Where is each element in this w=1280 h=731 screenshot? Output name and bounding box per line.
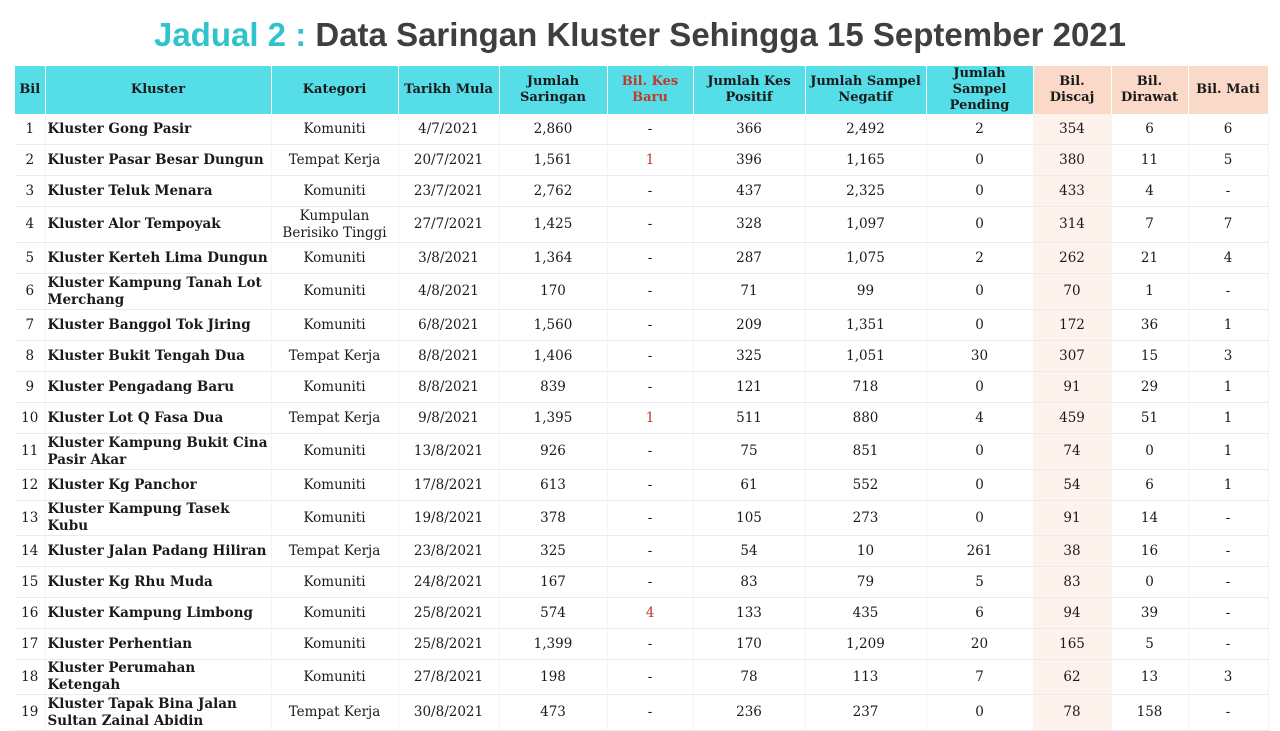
- cell-kluster: Kluster Kerteh Lima Dungun: [45, 243, 271, 274]
- col-header-kes-baru: Bil. Kes Baru: [607, 66, 693, 114]
- cell-mati: 1: [1188, 310, 1268, 341]
- table-row: [15, 372, 1268, 403]
- cell-bil: 19: [15, 695, 45, 731]
- cell-kategori: Kumpulan Berisiko Tinggi: [271, 207, 398, 243]
- cell-discaj: 433: [1033, 176, 1111, 207]
- table-row: [15, 598, 1268, 629]
- cell-kluster: Kluster Teluk Menara: [45, 176, 271, 207]
- cell-discaj: 38: [1033, 536, 1111, 567]
- cell-bil: 18: [15, 660, 45, 695]
- cell-bil: 3: [15, 176, 45, 207]
- cell-positif: 78: [693, 660, 805, 695]
- cell-dirawat: 51: [1111, 403, 1188, 434]
- cell-saringan: 574: [499, 598, 607, 629]
- cell-positif: 133: [693, 598, 805, 629]
- cell-pending: 0: [926, 372, 1033, 403]
- cell-dirawat: 11: [1111, 145, 1188, 176]
- cell-negatif: 1,351: [805, 310, 926, 341]
- cell-positif: 287: [693, 243, 805, 274]
- table-row: [15, 536, 1268, 567]
- cell-kes-baru: 4: [607, 598, 693, 629]
- table-row: [15, 207, 1268, 243]
- cell-kes-baru: -: [607, 207, 693, 243]
- cell-kes-baru: -: [607, 470, 693, 501]
- cell-tarikh: 27/7/2021: [398, 207, 499, 243]
- cell-discaj: 354: [1033, 114, 1111, 145]
- cell-tarikh: 23/8/2021: [398, 536, 499, 567]
- cell-discaj: 459: [1033, 403, 1111, 434]
- cell-kategori: Tempat Kerja: [271, 695, 398, 731]
- cell-positif: 75: [693, 434, 805, 470]
- page-title: [0, 14, 1280, 56]
- cell-bil: 5: [15, 243, 45, 274]
- cell-dirawat: 7: [1111, 207, 1188, 243]
- cell-pending: 6: [926, 598, 1033, 629]
- cell-kes-baru: 1: [607, 403, 693, 434]
- cell-tarikh: 25/8/2021: [398, 598, 499, 629]
- cell-kategori: Tempat Kerja: [271, 145, 398, 176]
- cell-saringan: 1,395: [499, 403, 607, 434]
- cell-mati: -: [1188, 176, 1268, 207]
- cell-tarikh: 4/8/2021: [398, 274, 499, 310]
- cell-kluster: Kluster Pengadang Baru: [45, 372, 271, 403]
- cell-kes-baru: -: [607, 310, 693, 341]
- cell-kes-baru: 1: [607, 145, 693, 176]
- cell-discaj: 314: [1033, 207, 1111, 243]
- cell-saringan: 2,762: [499, 176, 607, 207]
- cell-positif: 396: [693, 145, 805, 176]
- cell-discaj: 172: [1033, 310, 1111, 341]
- cell-dirawat: 1: [1111, 274, 1188, 310]
- cell-pending: 7: [926, 660, 1033, 695]
- table-row: [15, 695, 1268, 731]
- cell-saringan: 325: [499, 536, 607, 567]
- table-row: [15, 310, 1268, 341]
- cell-negatif: 718: [805, 372, 926, 403]
- cell-kategori: Komuniti: [271, 567, 398, 598]
- cell-kes-baru: -: [607, 434, 693, 470]
- cell-negatif: 273: [805, 501, 926, 536]
- table-row: [15, 145, 1268, 176]
- cell-pending: 0: [926, 176, 1033, 207]
- cell-kluster: Kluster Pasar Besar Dungun: [45, 145, 271, 176]
- cell-kluster: Kluster Tapak Bina Jalan Sultan Zainal Abidin: [45, 695, 271, 731]
- table-row: [15, 114, 1268, 145]
- cell-pending: 5: [926, 567, 1033, 598]
- cell-negatif: 552: [805, 470, 926, 501]
- cell-saringan: 1,425: [499, 207, 607, 243]
- cell-bil: 7: [15, 310, 45, 341]
- cell-saringan: 1,560: [499, 310, 607, 341]
- cell-kluster: Kluster Kampung Limbong: [45, 598, 271, 629]
- cell-tarikh: 8/8/2021: [398, 372, 499, 403]
- cell-kes-baru: -: [607, 341, 693, 372]
- cell-saringan: 613: [499, 470, 607, 501]
- cell-mati: -: [1188, 274, 1268, 310]
- cell-mati: -: [1188, 501, 1268, 536]
- cell-kategori: Komuniti: [271, 274, 398, 310]
- cell-mati: -: [1188, 598, 1268, 629]
- cell-kategori: Komuniti: [271, 310, 398, 341]
- cell-negatif: 99: [805, 274, 926, 310]
- cell-kategori: Komuniti: [271, 372, 398, 403]
- cell-saringan: 473: [499, 695, 607, 731]
- cell-pending: 0: [926, 501, 1033, 536]
- cell-mati: 1: [1188, 372, 1268, 403]
- cell-kes-baru: -: [607, 629, 693, 660]
- cell-positif: 105: [693, 501, 805, 536]
- cell-dirawat: 158: [1111, 695, 1188, 731]
- cell-bil: 15: [15, 567, 45, 598]
- col-header-kategori: Kategori: [271, 66, 398, 114]
- cell-saringan: 1,561: [499, 145, 607, 176]
- cell-tarikh: 30/8/2021: [398, 695, 499, 731]
- cell-bil: 10: [15, 403, 45, 434]
- cell-kategori: Komuniti: [271, 598, 398, 629]
- cell-kategori: Komuniti: [271, 434, 398, 470]
- table-row: [15, 341, 1268, 372]
- cell-kes-baru: -: [607, 372, 693, 403]
- cell-negatif: 79: [805, 567, 926, 598]
- cell-dirawat: 0: [1111, 567, 1188, 598]
- cell-tarikh: 17/8/2021: [398, 470, 499, 501]
- cell-tarikh: 25/8/2021: [398, 629, 499, 660]
- cell-pending: 0: [926, 207, 1033, 243]
- cell-discaj: 94: [1033, 598, 1111, 629]
- cell-bil: 14: [15, 536, 45, 567]
- cell-pending: 4: [926, 403, 1033, 434]
- col-header-dirawat: Bil. Dirawat: [1111, 66, 1188, 114]
- cell-negatif: 880: [805, 403, 926, 434]
- cell-dirawat: 39: [1111, 598, 1188, 629]
- cell-mati: 3: [1188, 660, 1268, 695]
- col-header-negatif: Jumlah Sampel Negatif: [805, 66, 926, 114]
- cell-tarikh: 4/7/2021: [398, 114, 499, 145]
- cell-dirawat: 5: [1111, 629, 1188, 660]
- cell-discaj: 307: [1033, 341, 1111, 372]
- cell-kes-baru: -: [607, 536, 693, 567]
- cell-bil: 6: [15, 274, 45, 310]
- cell-saringan: 839: [499, 372, 607, 403]
- cell-tarikh: 24/8/2021: [398, 567, 499, 598]
- cell-mati: -: [1188, 536, 1268, 567]
- cell-negatif: 1,075: [805, 243, 926, 274]
- cell-kategori: Tempat Kerja: [271, 403, 398, 434]
- cell-negatif: 10: [805, 536, 926, 567]
- cell-discaj: 380: [1033, 145, 1111, 176]
- table-row: [15, 470, 1268, 501]
- cell-pending: 20: [926, 629, 1033, 660]
- cell-saringan: 1,364: [499, 243, 607, 274]
- cell-discaj: 91: [1033, 372, 1111, 403]
- table-row: [15, 434, 1268, 470]
- cell-kluster: Kluster Lot Q Fasa Dua: [45, 403, 271, 434]
- cell-mati: 7: [1188, 207, 1268, 243]
- title-main: Data Saringan Kluster Sehingga 15 September 2021: [315, 16, 1127, 53]
- cell-discaj: 70: [1033, 274, 1111, 310]
- cell-mati: -: [1188, 695, 1268, 731]
- cell-tarikh: 9/8/2021: [398, 403, 499, 434]
- cell-bil: 12: [15, 470, 45, 501]
- cell-positif: 437: [693, 176, 805, 207]
- cell-bil: 16: [15, 598, 45, 629]
- cell-discaj: 78: [1033, 695, 1111, 731]
- cell-mati: -: [1188, 629, 1268, 660]
- cell-bil: 9: [15, 372, 45, 403]
- cell-tarikh: 13/8/2021: [398, 434, 499, 470]
- cell-positif: 328: [693, 207, 805, 243]
- cell-negatif: 435: [805, 598, 926, 629]
- cell-kluster: Kluster Perumahan Ketengah: [45, 660, 271, 695]
- cell-dirawat: 29: [1111, 372, 1188, 403]
- cell-dirawat: 13: [1111, 660, 1188, 695]
- cluster-table: [15, 66, 1269, 731]
- cell-kategori: Komuniti: [271, 501, 398, 536]
- cell-kategori: Tempat Kerja: [271, 341, 398, 372]
- col-header-mati: Bil. Mati: [1188, 66, 1268, 114]
- table-row: [15, 176, 1268, 207]
- table-row: [15, 660, 1268, 695]
- cell-dirawat: 14: [1111, 501, 1188, 536]
- cell-saringan: 167: [499, 567, 607, 598]
- table-row: [15, 274, 1268, 310]
- cell-saringan: 2,860: [499, 114, 607, 145]
- cell-positif: 209: [693, 310, 805, 341]
- cell-pending: 261: [926, 536, 1033, 567]
- cell-saringan: 1,406: [499, 341, 607, 372]
- cell-kluster: Kluster Bukit Tengah Dua: [45, 341, 271, 372]
- cell-tarikh: 23/7/2021: [398, 176, 499, 207]
- cell-positif: 511: [693, 403, 805, 434]
- cell-kategori: Komuniti: [271, 176, 398, 207]
- cell-kluster: Kluster Jalan Padang Hiliran: [45, 536, 271, 567]
- cell-discaj: 54: [1033, 470, 1111, 501]
- cell-saringan: 1,399: [499, 629, 607, 660]
- cell-kategori: Komuniti: [271, 114, 398, 145]
- cell-negatif: 1,165: [805, 145, 926, 176]
- col-header-kluster: Kluster: [45, 66, 271, 114]
- cell-mati: 6: [1188, 114, 1268, 145]
- cell-discaj: 62: [1033, 660, 1111, 695]
- cell-tarikh: 3/8/2021: [398, 243, 499, 274]
- cell-kluster: Kluster Kg Panchor: [45, 470, 271, 501]
- cell-negatif: 113: [805, 660, 926, 695]
- table-row: [15, 501, 1268, 536]
- cell-bil: 17: [15, 629, 45, 660]
- cell-tarikh: 6/8/2021: [398, 310, 499, 341]
- cell-dirawat: 4: [1111, 176, 1188, 207]
- cell-saringan: 378: [499, 501, 607, 536]
- cell-negatif: 1,051: [805, 341, 926, 372]
- cell-pending: 2: [926, 114, 1033, 145]
- cell-discaj: 91: [1033, 501, 1111, 536]
- header-row: [15, 66, 1268, 114]
- col-header-pending: Jumlah Sampel Pending: [926, 66, 1033, 114]
- cell-kluster: Kluster Gong Pasir: [45, 114, 271, 145]
- cell-mati: 5: [1188, 145, 1268, 176]
- col-header-bil: Bil: [15, 66, 45, 114]
- cell-mati: 1: [1188, 470, 1268, 501]
- cell-mati: 1: [1188, 403, 1268, 434]
- cell-pending: 0: [926, 434, 1033, 470]
- cell-kategori: Tempat Kerja: [271, 536, 398, 567]
- cell-positif: 61: [693, 470, 805, 501]
- cell-kluster: Kluster Alor Tempoyak: [45, 207, 271, 243]
- cell-bil: 11: [15, 434, 45, 470]
- cell-kes-baru: -: [607, 243, 693, 274]
- cell-tarikh: 27/8/2021: [398, 660, 499, 695]
- cell-tarikh: 8/8/2021: [398, 341, 499, 372]
- cell-kluster: Kluster Kampung Bukit Cina Pasir Akar: [45, 434, 271, 470]
- cell-pending: 30: [926, 341, 1033, 372]
- cell-bil: 8: [15, 341, 45, 372]
- cell-kategori: Komuniti: [271, 660, 398, 695]
- col-header-saringan: Jumlah Saringan: [499, 66, 607, 114]
- cell-discaj: 165: [1033, 629, 1111, 660]
- cell-tarikh: 19/8/2021: [398, 501, 499, 536]
- cell-positif: 236: [693, 695, 805, 731]
- table-row: [15, 567, 1268, 598]
- cell-kategori: Komuniti: [271, 243, 398, 274]
- cell-discaj: 83: [1033, 567, 1111, 598]
- cell-kes-baru: -: [607, 114, 693, 145]
- cell-bil: 4: [15, 207, 45, 243]
- table-row: [15, 629, 1268, 660]
- cell-kategori: Komuniti: [271, 470, 398, 501]
- cell-positif: 71: [693, 274, 805, 310]
- cell-saringan: 198: [499, 660, 607, 695]
- cell-dirawat: 21: [1111, 243, 1188, 274]
- cell-negatif: 1,097: [805, 207, 926, 243]
- cell-kes-baru: -: [607, 660, 693, 695]
- cell-positif: 170: [693, 629, 805, 660]
- cell-negatif: 851: [805, 434, 926, 470]
- cell-saringan: 170: [499, 274, 607, 310]
- cell-mati: -: [1188, 567, 1268, 598]
- cell-negatif: 1,209: [805, 629, 926, 660]
- cell-dirawat: 16: [1111, 536, 1188, 567]
- cell-positif: 54: [693, 536, 805, 567]
- cell-kluster: Kluster Kampung Tanah Lot Merchang: [45, 274, 271, 310]
- cell-dirawat: 36: [1111, 310, 1188, 341]
- cell-kes-baru: -: [607, 501, 693, 536]
- cell-positif: 121: [693, 372, 805, 403]
- cell-pending: 2: [926, 243, 1033, 274]
- cell-tarikh: 20/7/2021: [398, 145, 499, 176]
- cell-pending: 0: [926, 274, 1033, 310]
- cell-kluster: Kluster Kg Rhu Muda: [45, 567, 271, 598]
- cell-mati: 4: [1188, 243, 1268, 274]
- col-header-discaj: Bil. Discaj: [1033, 66, 1111, 114]
- cell-bil: 1: [15, 114, 45, 145]
- title-prefix: Jadual 2 :: [153, 16, 307, 53]
- cell-dirawat: 15: [1111, 341, 1188, 372]
- cell-positif: 83: [693, 567, 805, 598]
- cell-negatif: 237: [805, 695, 926, 731]
- cell-saringan: 926: [499, 434, 607, 470]
- cell-pending: 0: [926, 145, 1033, 176]
- cell-bil: 2: [15, 145, 45, 176]
- col-header-tarikh: Tarikh Mula: [398, 66, 499, 114]
- cell-discaj: 262: [1033, 243, 1111, 274]
- cell-dirawat: 6: [1111, 470, 1188, 501]
- cell-kluster: Kluster Banggol Tok Jiring: [45, 310, 271, 341]
- cell-negatif: 2,325: [805, 176, 926, 207]
- table-row: [15, 403, 1268, 434]
- cell-kes-baru: -: [607, 176, 693, 207]
- cell-bil: 13: [15, 501, 45, 536]
- cell-positif: 325: [693, 341, 805, 372]
- cell-kluster: Kluster Perhentian: [45, 629, 271, 660]
- cell-kes-baru: -: [607, 567, 693, 598]
- cell-kategori: Komuniti: [271, 629, 398, 660]
- cell-pending: 0: [926, 310, 1033, 341]
- cell-positif: 366: [693, 114, 805, 145]
- cell-kes-baru: -: [607, 274, 693, 310]
- cell-kes-baru: -: [607, 695, 693, 731]
- cell-dirawat: 0: [1111, 434, 1188, 470]
- table-row: [15, 243, 1268, 274]
- cell-mati: 3: [1188, 341, 1268, 372]
- cell-kluster: Kluster Kampung Tasek Kubu: [45, 501, 271, 536]
- col-header-positif: Jumlah Kes Positif: [693, 66, 805, 114]
- cell-mati: 1: [1188, 434, 1268, 470]
- cell-pending: 0: [926, 695, 1033, 731]
- cell-dirawat: 6: [1111, 114, 1188, 145]
- cell-pending: 0: [926, 470, 1033, 501]
- cell-discaj: 74: [1033, 434, 1111, 470]
- cell-negatif: 2,492: [805, 114, 926, 145]
